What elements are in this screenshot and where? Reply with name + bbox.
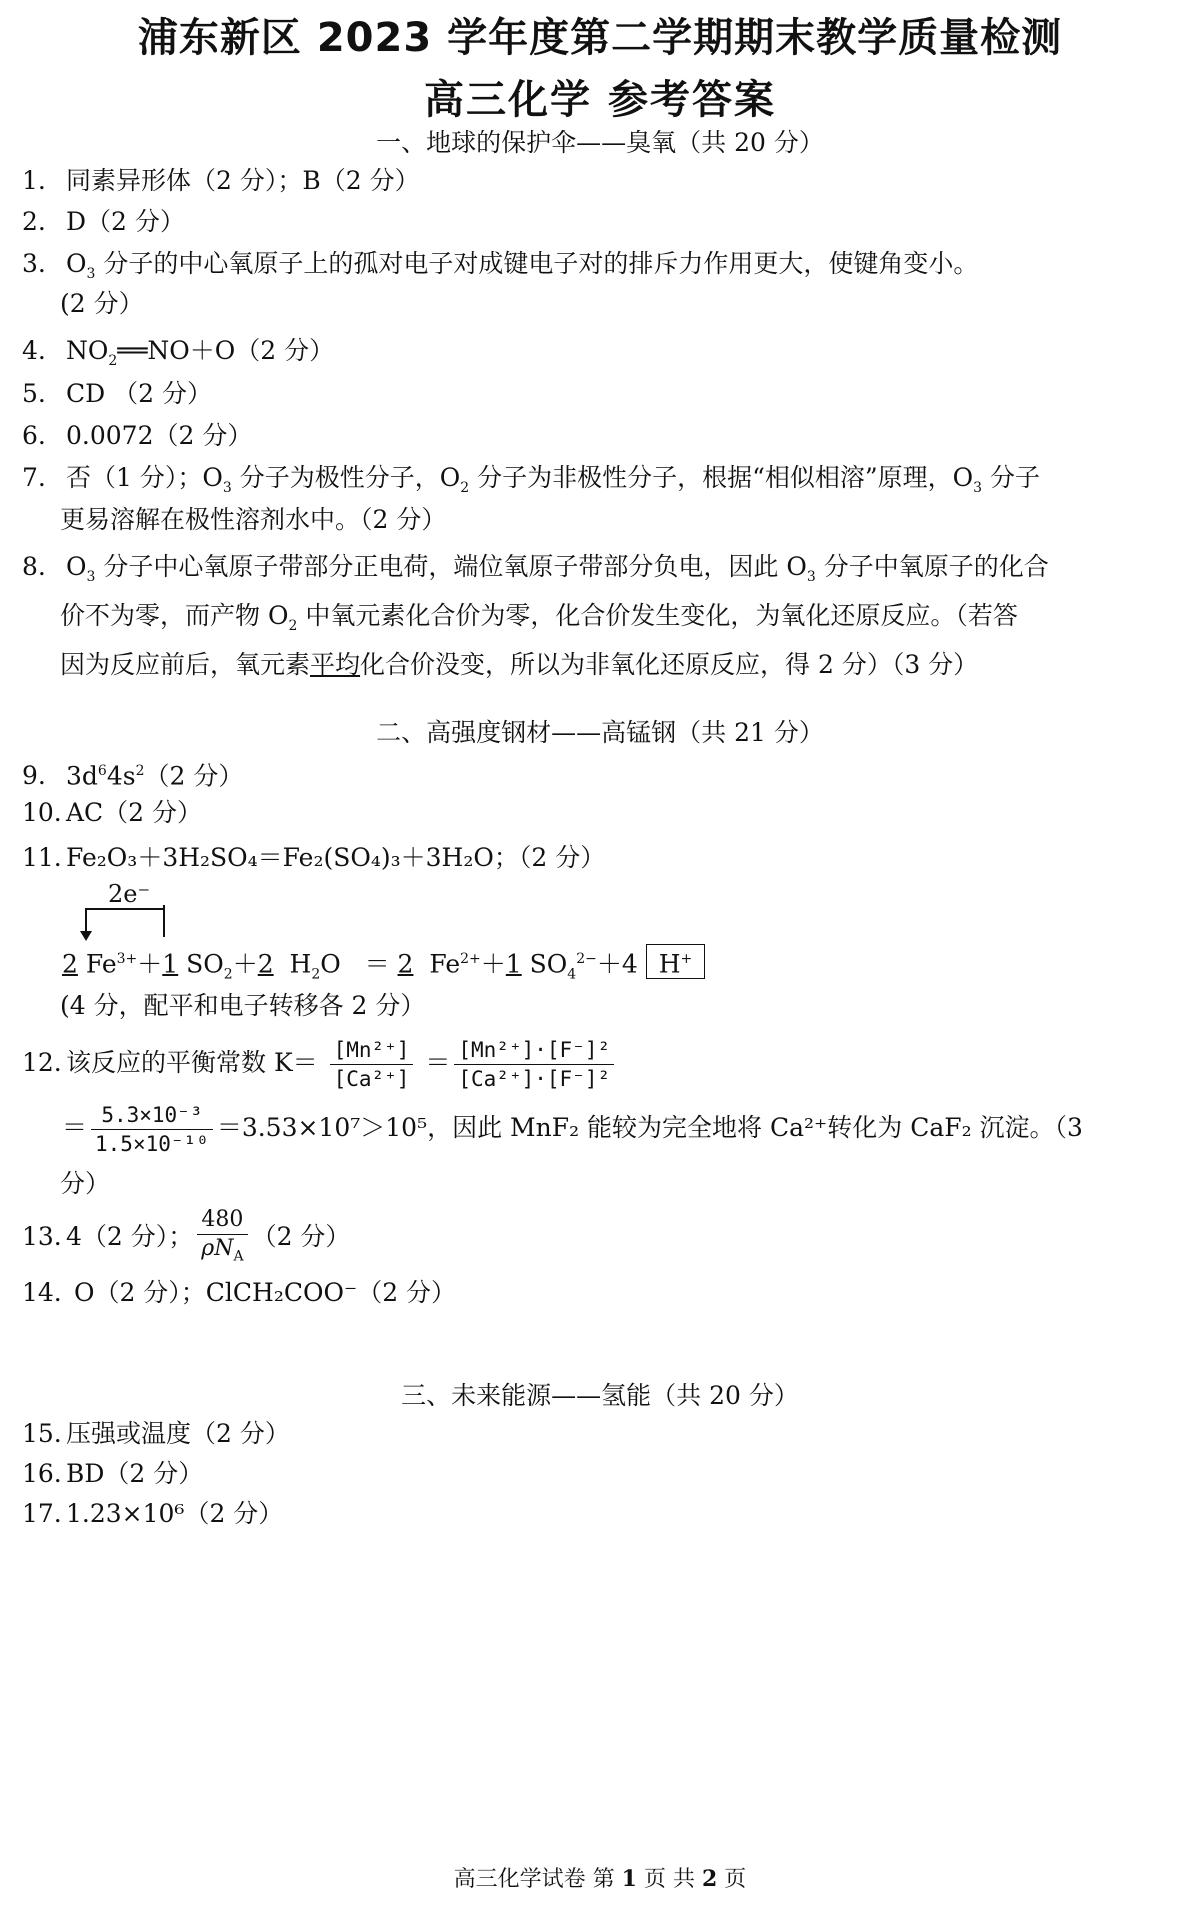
- answer-2: 2. D（2 分）: [22, 207, 185, 236]
- answer-12-cont: ＝ $\frac{\text{5.3×10⁻³}}{\text{1.5×10⁻¹⁰}}$ ＝3.53×10⁷＞10⁵，因此 MnF₂ 能较为完全地将 Ca²⁺转化为 CaF₂ 沉淀。（3: [62, 1103, 1083, 1156]
- answer-9: 9. $3d^64s^2(2$ 分）: [22, 761, 244, 791]
- answer-6: 6. 0.0072（2 分）: [22, 421, 253, 450]
- answer-17: 17. 1.23×10⁶（2 分）: [22, 1499, 284, 1528]
- answer-11: 11. Fe₂O₃＋3H₂SO₄＝Fe₂(SO₄)₃＋3H₂O；（2 分）: [22, 843, 606, 872]
- answer-11-note: (4 分，配平和电子转移各 2 分）: [60, 991, 426, 1020]
- section-heading-2: 二、高强度钢材——高锰钢（共 21 分）: [376, 718, 824, 747]
- answer-8: 8. $O_3$ 分子中心氧原子带部分正电荷，端位氧原子带部分负电，因此 $O_3$ 分子中氧原子的化合: [22, 552, 1049, 585]
- answer-3: 3. $O_3$ 分子的中心氧原子上的孤对电子对成键电子对的排斥力作用更大，使键角变小。: [22, 249, 979, 282]
- answer-3-score: (2 分）: [60, 289, 144, 318]
- document-subtitle: 高三化学 参考答案: [424, 77, 776, 123]
- answer-12: 12. 该反应的平衡常数 K＝ $\frac{\text{[Mn²⁺]}}{\text{[Ca²⁺]}}$ ＝ $\frac{\text{[Mn²⁺]·[F⁻]²}}{\text{[Ca²⁺]·[F⁻]²}}$: [22, 1033, 618, 1093]
- page-footer: 高三化学试卷 第 1 页 共 2 页: [453, 1866, 747, 1892]
- section-heading-3: 三、未来能源——氢能（共 20 分）: [401, 1381, 799, 1410]
- answer-8-cont-1: 价不为零，而产物 $O_2$ 中氧元素化合价为零，化合价发生变化，为氧化还原反应。（若答: [60, 601, 1018, 634]
- answer-12-end: 分）: [60, 1169, 111, 1198]
- answer-10: 10. AC（2 分）: [22, 798, 203, 827]
- answer-1: 1. 同素异形体（2 分）；B（2 分）: [22, 166, 420, 195]
- answer-16: 16. BD（2 分）: [22, 1459, 204, 1488]
- fraction-k1: $\frac{\text{[Mn²⁺]}}{\text{[Ca²⁺]}}$: [330, 1036, 414, 1093]
- answer-14: 14. O（2 分）；ClCH₂COO⁻（2 分）: [22, 1278, 457, 1307]
- fraction-k2: $\frac{\text{[Mn²⁺]·[F⁻]²}}{\text{[Ca²⁺]·[F⁻]²}}$: [454, 1036, 614, 1093]
- electron-transfer-label: 2e⁻: [108, 880, 151, 908]
- electron-transfer-arrow: [72, 903, 182, 943]
- answer-7: 7. 否（1 分）；$O_3$ 分子为极性分子，$O_2$ 分子为非极性分子，根据“相似相溶”原理，$O_3$ 分子: [22, 463, 1041, 496]
- answer-8-cont-2: 因为反应前后，氧元素平均化合价没变，所以为非氧化还原反应，得 2 分）（3 分）: [60, 650, 979, 679]
- answer-15: 15. 压强或温度（2 分）: [22, 1419, 290, 1448]
- answer-4: 4. $NO_2══NO+O(2$ 分）: [22, 336, 335, 369]
- answer-13: 13. 4（2 分）； $\frac{480}{\rho N_A}$ （2 分）: [22, 1205, 350, 1271]
- redox-equation: 2 $Fe^{3+}+1$ $SO_2+2$ $H_2O = 2$ $Fe^{2+}+1$ $SO_4^{2-}+4$ H+: [62, 943, 705, 990]
- answer-7-cont: 更易溶解在极性溶剂水中。（2 分）: [60, 505, 447, 534]
- fraction-density: $\frac{480}{\rho N_A}$: [197, 1206, 247, 1270]
- fraction-k3: $\frac{\text{5.3×10⁻³}}{\text{1.5×10⁻¹⁰}}$: [91, 1101, 213, 1158]
- document-title: 浦东新区 2023 学年度第二学期期末教学质量检测: [137, 15, 1063, 61]
- answer-5: 5. CD （2 分）: [22, 379, 212, 408]
- section-heading-1: 一、地球的保护伞——臭氧（共 20 分）: [376, 128, 824, 157]
